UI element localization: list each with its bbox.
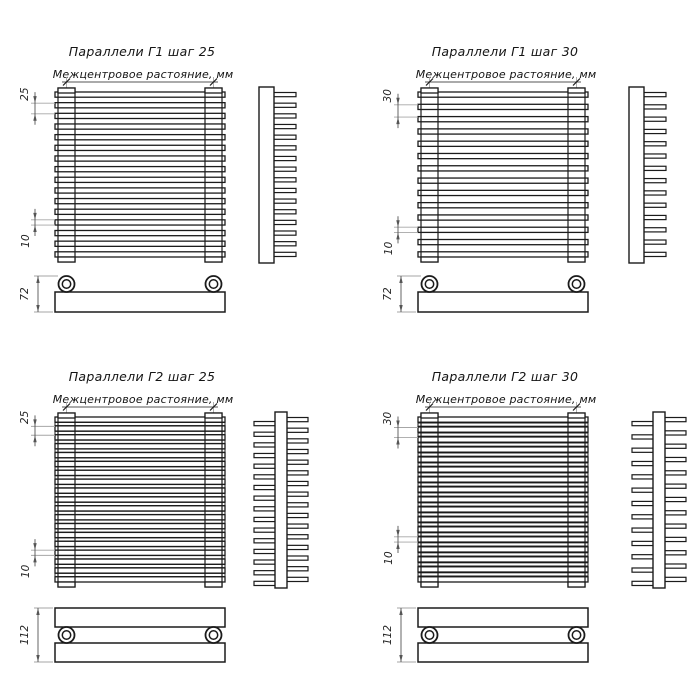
pipe-circle-inner [425,631,433,639]
side-view-tooth-right [664,564,686,568]
front-view-rear-tube [418,463,588,466]
side-view-tooth-left [632,541,654,545]
side-view-tooth [642,154,666,158]
collector-cap [421,88,438,93]
front-view-tube-bar [55,577,225,582]
front-view-tube-bar [418,517,588,522]
panel-parallels-g2-step30 [382,369,686,662]
side-view-tooth [272,178,296,182]
front-view-tube-bar [55,417,225,422]
front-view-tube-bar [55,167,225,172]
side-view-tooth-right [286,428,308,432]
step-dim-label: 30 [382,411,394,426]
side-view-tooth-left [632,515,654,519]
side-view-tooth-right [286,556,308,560]
tube-dim-label: 10 [383,551,395,565]
side-view-tooth-right [664,457,686,461]
front-view-rear-tube [55,520,225,523]
side-view-tooth [642,105,666,109]
dim-arrow [33,419,36,426]
collector-right [568,88,585,262]
front-view-rear-tube [55,449,225,452]
front-view-tube-bar [418,215,588,220]
collector-cap [205,413,222,418]
front-view-rear-tube [55,511,225,514]
side-view-tooth-right [664,577,686,581]
dim-arrow [396,420,399,427]
front-view-tube-bar [55,241,225,246]
side-view-tooth [642,179,666,183]
side-view-tooth-left [632,435,654,439]
collector-left [421,88,438,262]
front-view-tube-bar [418,467,588,472]
dim-arrow [33,543,36,550]
panel-title: Параллели Г1 шаг 30 [431,44,579,59]
front-view-rear-tube [418,573,588,576]
front-view-tube-bar [55,145,225,150]
side-view-tooth [272,167,296,171]
front-view-tube-bar [55,426,225,431]
front-view-tube-bar [55,92,225,97]
collector-cap [205,582,222,587]
bottom-view-tube-row [418,608,588,627]
side-view-tooth-left [254,422,276,426]
front-view-tube-bar [418,557,588,562]
front-view-rear-tube [55,573,225,576]
front-view-tube-bar [418,527,588,532]
side-view-tooth-left [254,581,276,585]
side-view-tooth-left [632,581,654,585]
side-view-tooth-right [286,545,308,549]
front-view-tube-bar [418,477,588,482]
side-view-tooth [642,203,666,207]
front-view-tube-bar [55,497,225,502]
dim-arrow [396,530,399,537]
front-view-rear-tube [418,483,588,486]
side-view-tooth [642,142,666,146]
pipe-circle-inner [572,631,580,639]
front-view-tube-bar [418,487,588,492]
front-view-tube-bar [55,435,225,440]
panel-parallels-g2-step25 [19,369,308,662]
front-view-rear-tube [418,523,588,526]
front-view-rear-tube [418,423,588,426]
pipe-circle-inner [209,631,217,639]
front-view-tube-bar [418,457,588,462]
dim-arrow [36,608,39,615]
panel-title: Параллели Г2 шаг 25 [68,369,216,384]
front-view-rear-tube [418,453,588,456]
side-view-tooth-right [664,497,686,501]
collector-cap [421,257,438,262]
side-view-collector [629,87,644,263]
side-view-tooth [272,156,296,160]
front-view-tube-bar [55,568,225,573]
side-view-tooth-right [664,471,686,475]
pipe-circle-inner [572,280,580,288]
side-view-tooth-left [254,528,276,532]
side-view-tooth-left [632,488,654,492]
panel-parallels-g1-step25 [19,44,296,312]
side-view-tooth-right [664,418,686,422]
side-view-tooth-left [632,448,654,452]
side-view-tooth-right [664,444,686,448]
side-view-tooth [272,231,296,235]
front-view-tube-bar [55,124,225,129]
dim-arrow [36,655,39,662]
dim-arrow [33,96,36,103]
side-view-tooth [642,93,666,97]
front-view-tube-bar [418,117,588,122]
side-view-tooth [642,129,666,133]
front-view-tube-bar [418,417,588,422]
front-view-tube-bar [55,113,225,118]
side-view-tooth-left [254,560,276,564]
front-view-tube-bar [418,547,588,552]
front-view-tube-bar [418,577,588,582]
front-view-rear-tube [418,473,588,476]
collector-cap [421,413,438,418]
front-view-tube-bar [55,479,225,484]
front-view-tube-bar [418,190,588,195]
side-view-tooth-left [254,571,276,575]
front-view-tube-bar [418,567,588,572]
front-view-tube-bar [418,166,588,171]
dim-arrow [396,232,399,239]
side-view-collector [653,412,665,588]
front-view-tube-bar [418,427,588,432]
side-view-tooth-right [286,481,308,485]
side-view-tooth-left [254,517,276,521]
front-view-rear-tube [418,433,588,436]
side-view-tooth [642,166,666,170]
front-view-tube-bar [55,453,225,458]
dim-arrow [396,117,399,124]
side-view-tooth-right [664,484,686,488]
front-view-tube-bar [55,252,225,257]
side-view-tooth-right [664,511,686,515]
front-view-tube-bar [55,506,225,511]
side-view-tooth-left [254,507,276,511]
front-view-tube-bar [55,444,225,449]
panel-subtitle: Межцентровое растояние, мм [415,393,597,406]
front-view-rear-tube [55,422,225,425]
collector-cap [205,88,222,93]
side-view-tooth-left [632,528,654,532]
dim-arrow [33,435,36,442]
side-view-tooth-right [286,471,308,475]
front-view-tube-bar [55,156,225,161]
front-view-tube-bar [55,524,225,529]
side-view-tooth [272,199,296,203]
side-view-tooth-right [664,431,686,435]
front-view-tube-bar [418,178,588,183]
side-view-tooth-left [632,475,654,479]
side-view-tooth-left [254,549,276,553]
side-view-tooth [642,228,666,232]
bottom-view-bracket [55,292,225,312]
collector-cap [58,88,75,93]
bottom-view-tube-row [55,608,225,627]
front-view-tube-bar [55,177,225,182]
front-view-rear-tube [55,440,225,443]
side-view-tooth-left [254,496,276,500]
tube-dim-label: 10 [20,234,32,248]
side-view-tooth [642,252,666,256]
dim-arrow [399,655,402,662]
front-view-rear-tube [55,467,225,470]
side-view-tooth [642,240,666,244]
side-view-tooth-left [632,501,654,505]
side-view-tooth-right [286,418,308,422]
side-view-tooth [272,210,296,214]
front-view-rear-tube [55,485,225,488]
side-view-tooth-right [286,524,308,528]
side-view-tooth-left [254,485,276,489]
front-view-tube-bar [418,92,588,97]
front-view-rear-tube [55,476,225,479]
dim-arrow [33,114,36,121]
front-view-tube-bar [418,537,588,542]
side-view-tooth [272,103,296,107]
front-view-tube-bar [55,532,225,537]
side-view-tooth-right [664,551,686,555]
side-view-tooth-left [254,464,276,468]
dim-arrow [396,437,399,444]
front-view-rear-tube [418,493,588,496]
front-view-tube-bar [418,507,588,512]
side-view-tooth-left [632,568,654,572]
step-dim-label: 25 [19,87,31,101]
side-view-tooth-right [664,524,686,528]
front-view-tube-bar [418,129,588,134]
front-view-tube-bar [418,203,588,208]
dim-arrow [396,220,399,227]
front-view-rear-tube [55,431,225,434]
side-view-tooth-left [254,432,276,436]
collector-cap [568,257,585,262]
side-view-tooth-right [286,513,308,517]
bottom-view-tube-row [55,643,225,662]
panel-subtitle: Межцентровое растояние, мм [52,68,234,81]
side-view-tooth-right [286,567,308,571]
front-view-rear-tube [418,553,588,556]
front-view-tube-bar [55,515,225,520]
tube-dim-label: 10 [383,241,395,256]
dim-arrow [399,276,402,283]
front-view-rear-tube [418,543,588,546]
front-view-tube-bar [418,227,588,232]
front-view-tube-bar [55,209,225,214]
front-view-tube-bar [55,541,225,546]
side-view-tooth [272,124,296,128]
front-view-rear-tube [418,503,588,506]
front-view-tube-bar [55,199,225,204]
side-view-tooth-left [254,443,276,447]
front-view-tube-bar [418,141,588,146]
collector-cap [58,257,75,262]
side-view-tooth-right [286,449,308,453]
panel-subtitle: Межцентровое растояние, мм [52,393,234,406]
front-view-rear-tube [55,538,225,541]
front-view-tube-bar [55,559,225,564]
front-view-tube-bar [55,488,225,493]
side-view-tooth [272,114,296,118]
side-view-tooth-right [286,492,308,496]
side-view-tooth-left [254,453,276,457]
front-view-rear-tube [55,556,225,559]
side-view-collector [259,87,274,263]
dim-arrow [33,555,36,562]
side-view-tooth [272,135,296,139]
front-view-tube-bar [418,497,588,502]
side-view-tooth [642,191,666,195]
side-view-tooth [642,215,666,219]
front-view-rear-tube [55,458,225,461]
side-view-tooth-right [286,503,308,507]
panel-title: Параллели Г2 шаг 30 [431,369,579,384]
front-view-tube-bar [55,188,225,193]
panel-title: Параллели Г1 шаг 25 [68,44,216,59]
side-view-tooth [272,188,296,192]
side-view-tooth-right [286,577,308,581]
front-view-rear-tube [418,533,588,536]
front-view-tube-bar [55,461,225,466]
front-view-rear-tube [55,493,225,496]
front-view-tube-bar [418,437,588,442]
front-view-tube-bar [55,550,225,555]
side-view-tooth [642,117,666,121]
depth-dim-label: 112 [382,624,394,646]
depth-dim-label: 112 [19,624,31,646]
front-view-tube-bar [55,220,225,225]
front-view-tube-bar [418,252,588,257]
collector-cap [568,88,585,93]
side-view-tooth-right [286,460,308,464]
side-view-tooth-right [286,535,308,539]
bottom-view-bracket [418,292,588,312]
front-view-rear-tube [418,443,588,446]
front-view-rear-tube [55,564,225,567]
side-view-tooth [272,220,296,224]
pipe-circle-inner [62,631,70,639]
depth-dim-label: 72 [19,287,31,301]
collector-cap [568,582,585,587]
bottom-view-tube-row [418,643,588,662]
dim-arrow [399,608,402,615]
dim-arrow [33,213,36,220]
step-dim-label: 30 [382,89,394,103]
dim-arrow [399,305,402,312]
pipe-circle-inner [425,280,433,288]
front-view-tube-bar [418,153,588,158]
side-view-tooth-left [632,555,654,559]
side-view-tooth [272,93,296,97]
front-view-tube-bar [55,230,225,235]
front-view-tube-bar [418,104,588,109]
panel-subtitle: Межцентровое растояние, мм [415,68,597,81]
dim-arrow [396,542,399,549]
side-view-tooth-left [254,475,276,479]
tube-dim-label: 10 [20,564,32,579]
side-view-collector [275,412,287,588]
side-view-tooth [272,252,296,256]
front-view-rear-tube [55,502,225,505]
pipe-circle-inner [209,280,217,288]
side-view-tooth-left [254,539,276,543]
front-view-tube-bar [418,240,588,245]
side-view-tooth [272,242,296,246]
front-view-tube-bar [418,447,588,452]
panel-parallels-g1-step30 [382,44,666,312]
side-view-tooth-right [664,537,686,541]
dim-arrow [36,276,39,283]
collector-cap [205,257,222,262]
dim-arrow [33,225,36,232]
front-view-tube-bar [55,135,225,140]
side-view-tooth-left [632,461,654,465]
front-view-rear-tube [55,529,225,532]
dim-arrow [36,305,39,312]
collector-cap [58,413,75,418]
front-view-rear-tube [418,513,588,516]
front-view-rear-tube [55,547,225,550]
side-view-tooth-left [632,422,654,426]
depth-dim-label: 72 [382,287,394,301]
side-view-tooth [272,146,296,150]
step-dim-label: 25 [19,410,31,425]
pipe-circle-inner [62,280,70,288]
collector-cap [568,413,585,418]
collector-cap [421,582,438,587]
dim-arrow [396,98,399,105]
collector-cap [58,582,75,587]
front-view-tube-bar [55,103,225,108]
front-view-tube-bar [55,470,225,475]
side-view-tooth-right [286,439,308,443]
front-view-rear-tube [418,563,588,566]
